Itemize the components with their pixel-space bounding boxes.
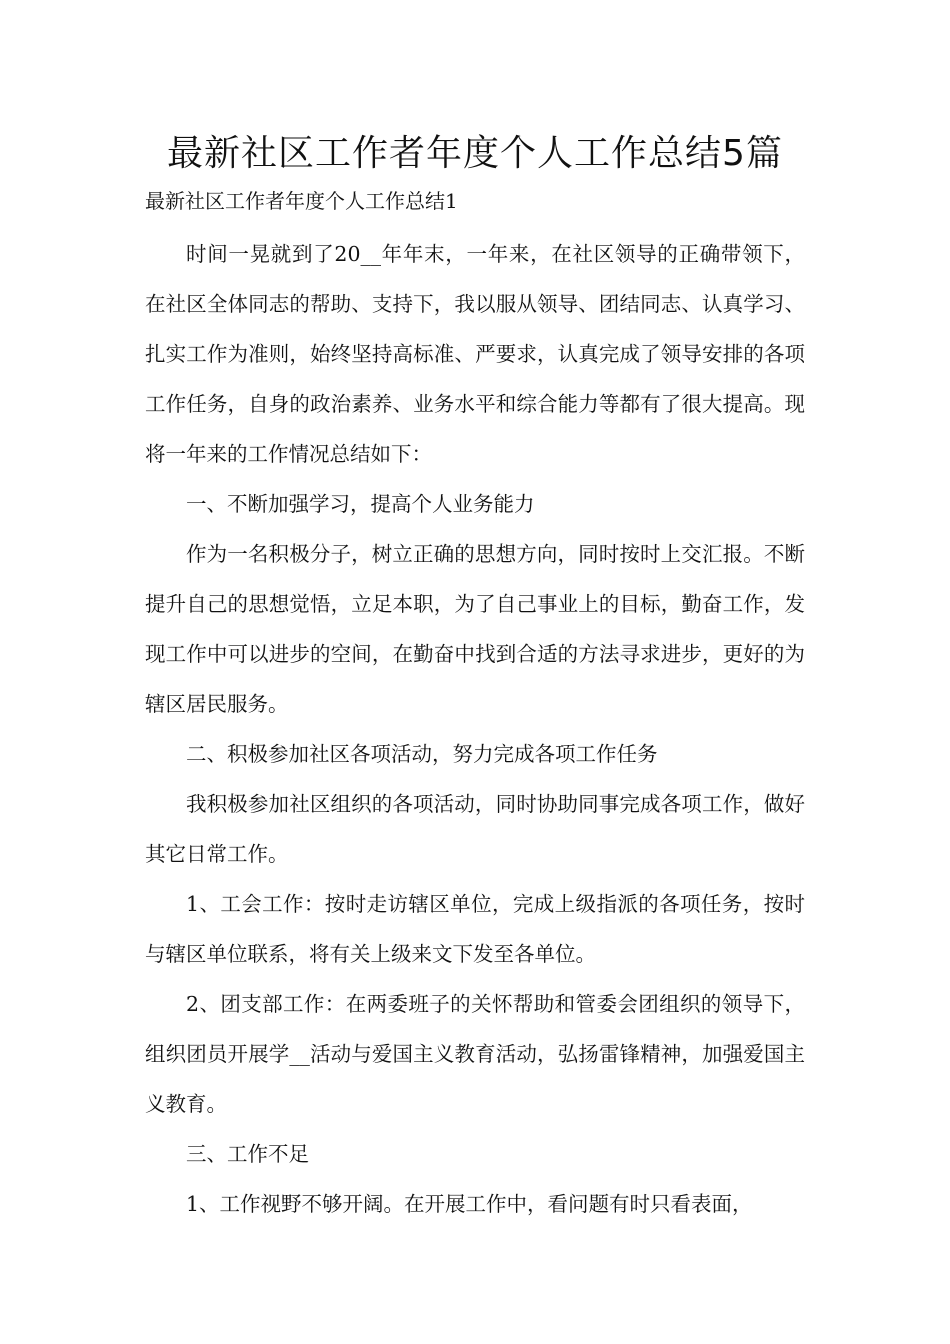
section-heading-1: 一、不断加强学习，提高个人业务能力 [186, 492, 535, 516]
document-body [145, 229, 805, 1229]
union-work-paragraph: 1、工会工作：按时走访辖区单位，完成上级指派的各项任务，按时与辖区单位联系，将有关上级来文下发至各单位。 [145, 892, 805, 966]
section-1-paragraph: 作为一名积极分子，树立正确的思想方向，同时按时上交汇报。不断提升自己的思想觉悟，立足本职，为了自己事业上的目标，勤奋工作，发现工作中可以进步的空间，在勤奋中找到合适的方法寻求进步，更好的为辖区居民服务。 [145, 542, 805, 716]
shortcoming-paragraph: 1、工作视野不够开阔。在开展工作中，看问题有时只看表面， [186, 1192, 753, 1216]
section-subtitle: 最新社区工作者年度个人工作总结1 [145, 189, 458, 213]
section-heading-2: 二、积极参加社区各项活动，努力完成各项工作任务 [186, 742, 658, 766]
document-title: 最新社区工作者年度个人工作总结5篇 [167, 133, 783, 174]
section-2-paragraph: 我积极参加社区组织的各项活动，同时协助同事完成各项工作，做好其它日常工作。 [145, 792, 805, 866]
section-heading-3: 三、工作不足 [186, 1142, 309, 1166]
intro-paragraph: 时间一晃就到了20__年年末，一年来，在社区领导的正确带领下，在社区全体同志的帮助、支持下，我以服从领导、团结同志、认真学习、扎实工作为准则，始终坚持高标准、严要求，认真完成了领导安排的各项工作任务，自身的政治素养、业务水平和综合能力等都有了很大提高。现将一年来的工作情况总结如下： [145, 242, 805, 466]
youth-league-paragraph: 2、团支部工作：在两委班子的关怀帮助和管委会团组织的领导下，组织团员开展学__活动与爱国主义教育活动，弘扬雷锋精神，加强爱国主义教育。 [145, 992, 805, 1116]
